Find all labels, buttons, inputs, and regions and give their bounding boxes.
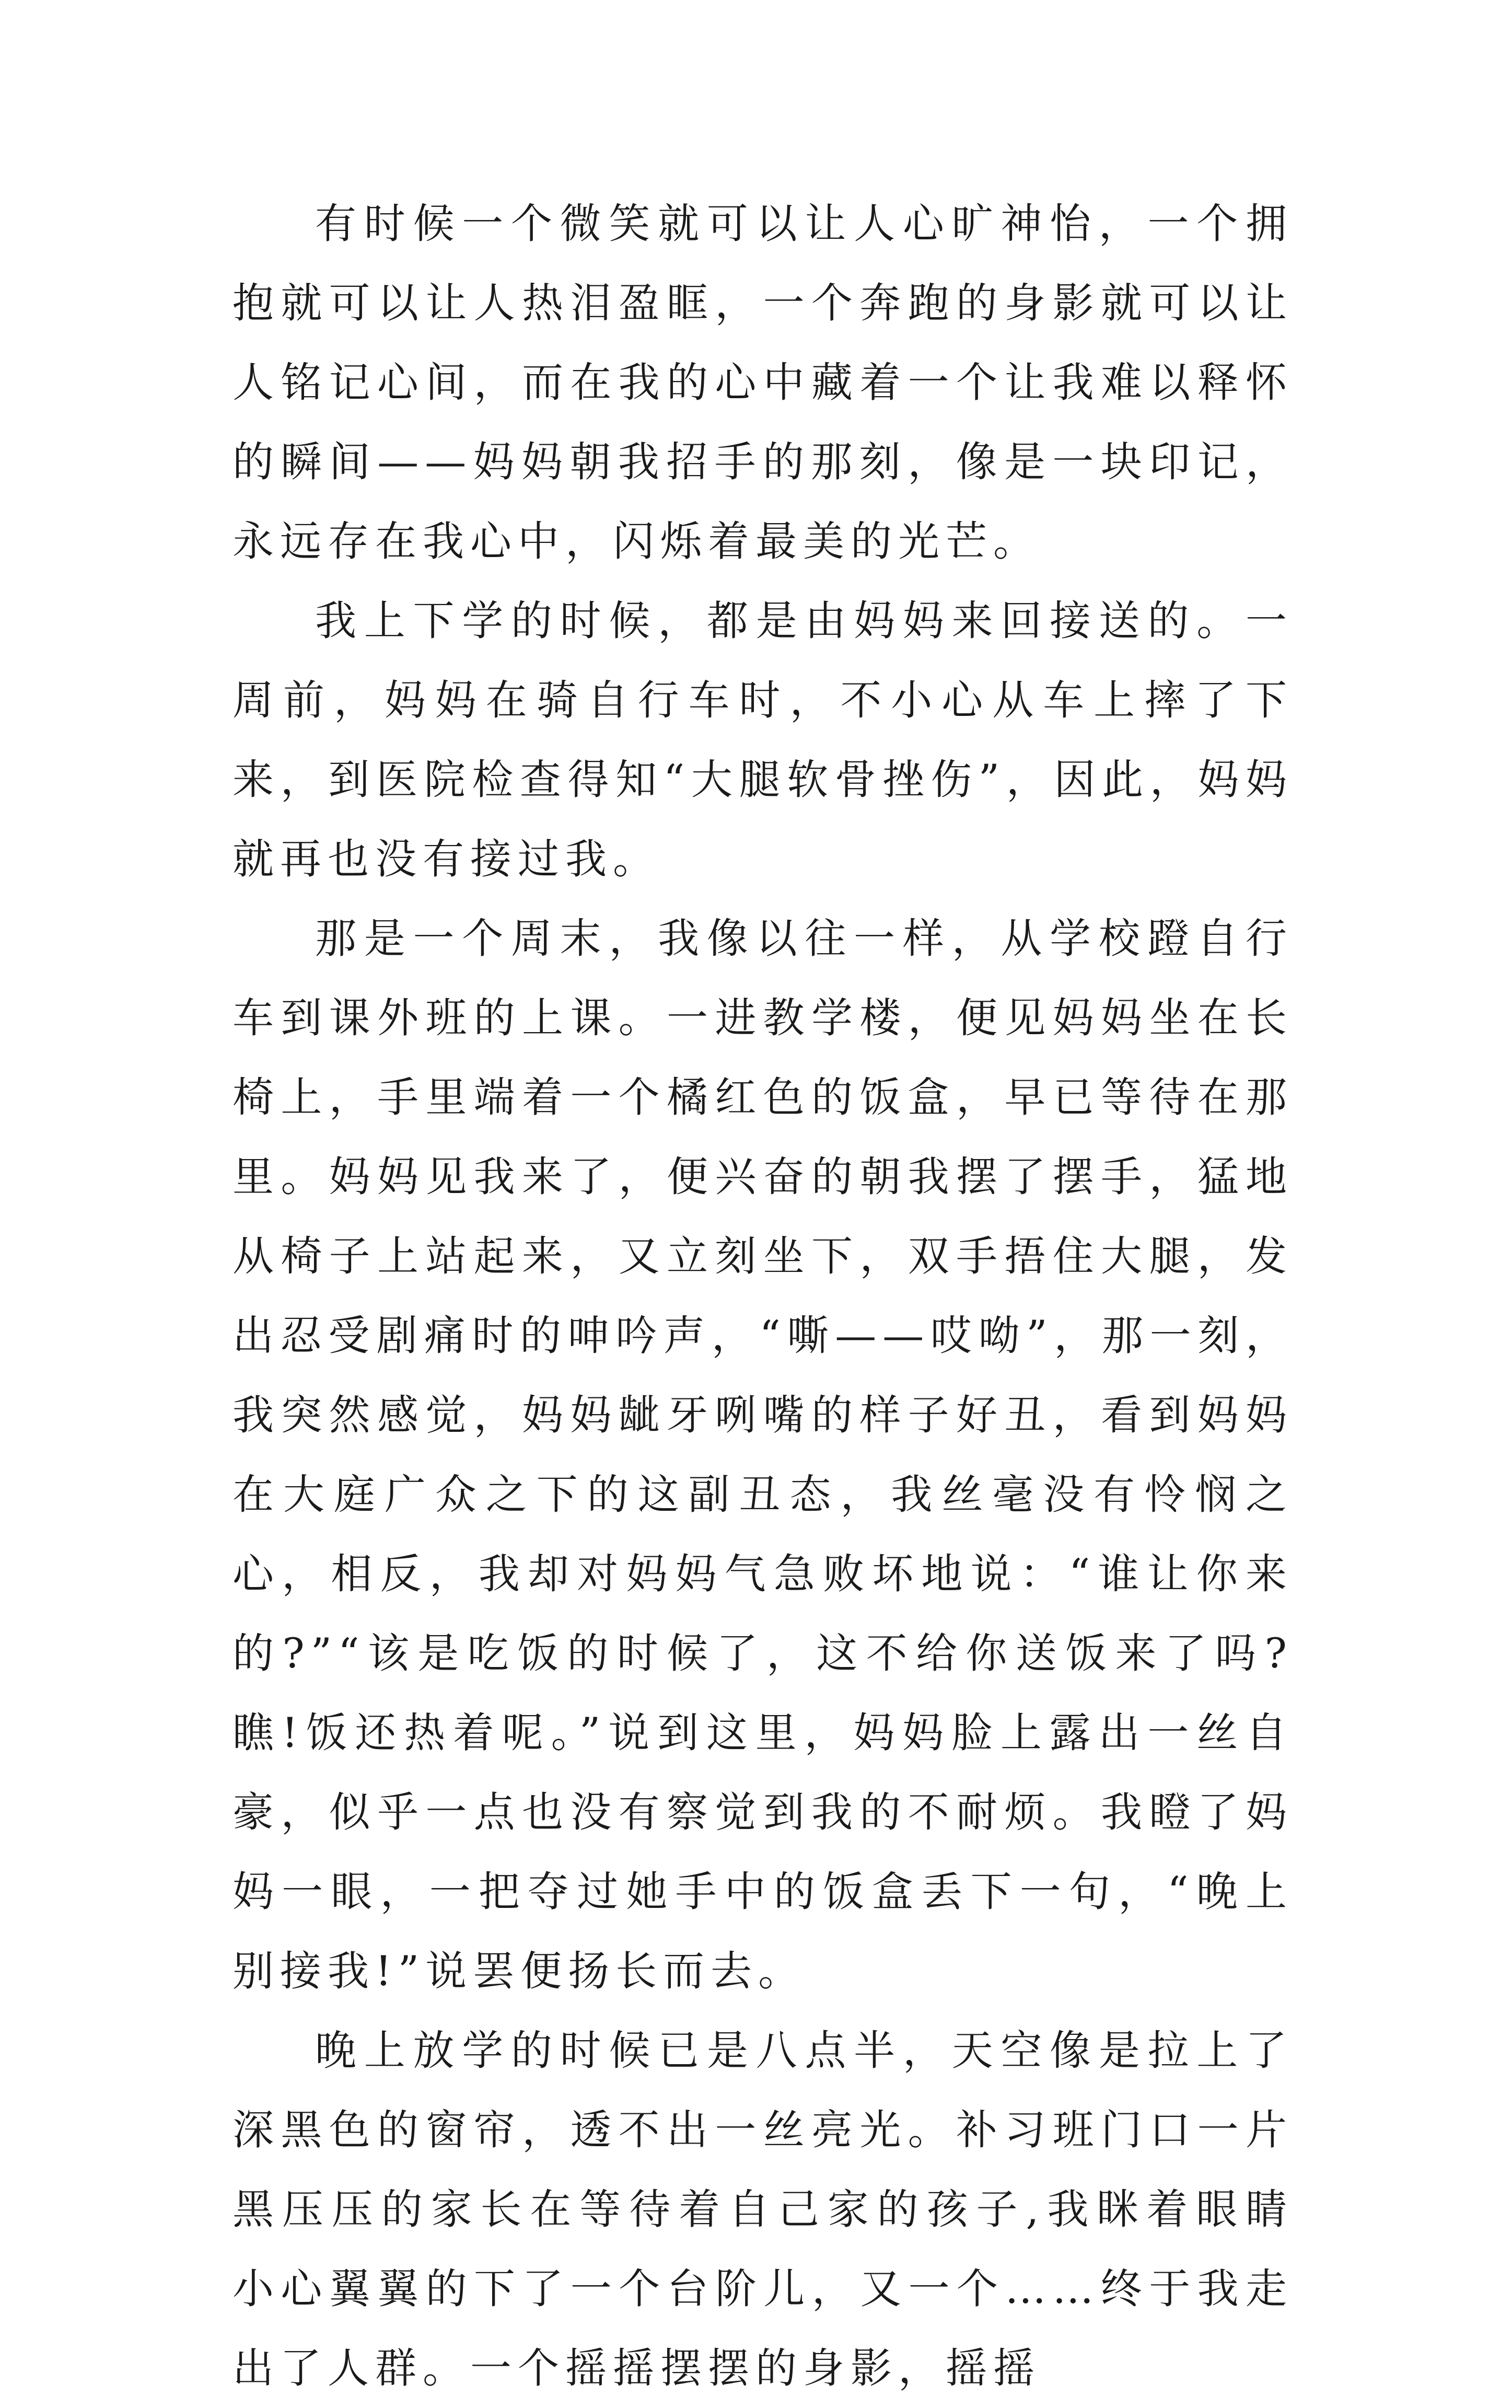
paragraph-3: 那是一个周末，我像以往一样，从学校蹬自行车到课外班的上课。一进教学楼，便见妈妈坐在长椅上，手里端着一个橘红色的饭盒，早已等待在那里。妈妈见我来了，便兴奋的朝我摆了摆手，猛地从椅子上站起来，又立刻坐下，双手捂住大腿，发出忍受剧痛时的呻吟声，“嘶——哎呦”，那一刻，我突然感觉，妈妈龇牙咧嘴的样子好丑，看到妈妈在大庭广众之下的这副丑态，我丝毫没有怜悯之心，相反，我却对妈妈气急败坏地说：“谁让你来的?”“该是吃饭的时候了，这不给你送饭来了吗?瞧!饭还热着呢。”说到这里，妈妈脸上露出一丝自豪，似乎一点也没有察觉到我的不耐烦。我瞪了妈妈一眼，一把夺过她手中的饭盒丢下一句，“晚上别接我!”说罢便扬长而去。 (232, 914, 1293, 1995)
essay-body (232, 184, 1293, 2408)
paragraph-4: 晚上放学的时候已是八点半，天空像是拉上了深黑色的窗帘，透不出一丝亮光。补习班门口一片黑压压的家长在等待着自己家的孩子,我眯着眼睛小心翼翼的下了一个台阶儿，又一个……终于我走出了人群。一个摇摇摆摆的身影，摇摇 (232, 2027, 1293, 2392)
paragraph-2: 我上下学的时候，都是由妈妈来回接送的。一周前，妈妈在骑自行车时，不小心从车上摔了下来，到医院检查得知“大腿软骨挫伤”，因此，妈妈就再也没有接过我。 (232, 597, 1293, 883)
paragraph-1: 有时候一个微笑就可以让人心旷神怡，一个拥抱就可以让人热泪盈眶，一个奔跑的身影就可以让人铭记心间，而在我的心中藏着一个让我难以释怀的瞬间——妈妈朝我招手的那刻，像是一块印记，永远存在我心中，闪烁着最美的光芒。 (232, 200, 1293, 565)
